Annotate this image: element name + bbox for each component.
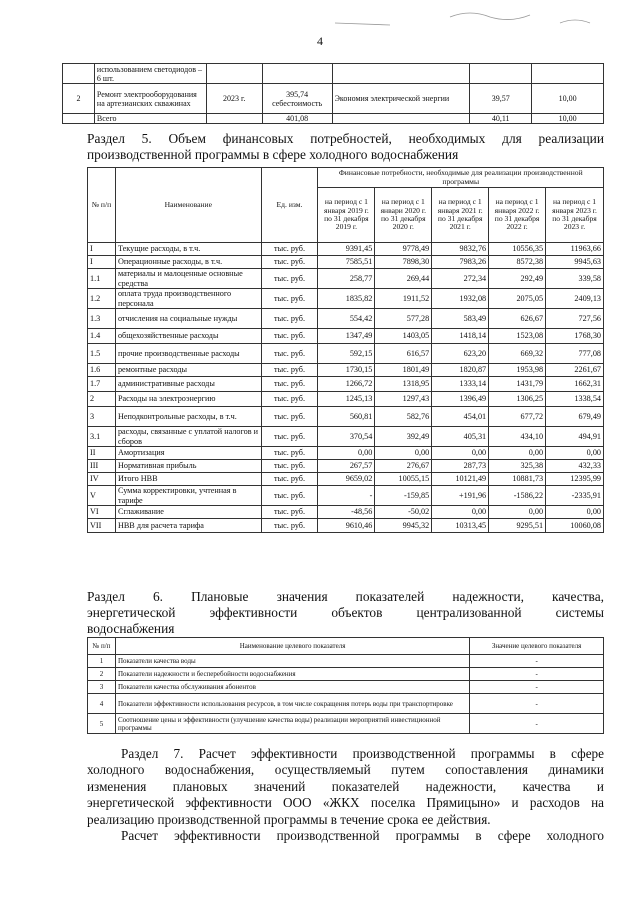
row-value: 592,15 xyxy=(318,344,375,364)
row-number: 1.6 xyxy=(88,364,116,377)
row-value: 434,10 xyxy=(489,427,546,447)
row-unit: тыс. руб. xyxy=(261,427,318,447)
row-number: 2 xyxy=(63,84,95,114)
col-name: Наименование xyxy=(115,168,261,243)
row-value: - xyxy=(470,681,604,694)
row-value: 1431,79 xyxy=(489,377,546,392)
row-unit: тыс. руб. xyxy=(261,473,318,486)
table-row xyxy=(63,64,604,84)
table-row xyxy=(88,289,604,309)
row-name: общехозяйственные расходы xyxy=(115,329,261,344)
row-value: 1396,49 xyxy=(432,392,489,407)
table-row xyxy=(88,694,604,714)
table-row xyxy=(88,256,604,269)
row-unit: тыс. руб. xyxy=(261,377,318,392)
row-value: 272,34 xyxy=(432,269,489,289)
row-value: 2409,13 xyxy=(546,289,604,309)
row-number: 2 xyxy=(88,668,116,681)
row-value: 1801,49 xyxy=(375,364,432,377)
row-value: -50,02 xyxy=(375,506,432,519)
row-value: 0,00 xyxy=(432,447,489,460)
row-value: 258,77 xyxy=(318,269,375,289)
row-number: V xyxy=(88,486,116,506)
row-name: материалы и малоценные основные средства xyxy=(115,269,261,289)
row-value: 10881,73 xyxy=(489,473,546,486)
row-number: 1.7 xyxy=(88,377,116,392)
measures-table xyxy=(62,63,604,124)
row-name: прочие производственные расходы xyxy=(115,344,261,364)
table-row xyxy=(88,269,604,289)
row-value: 10556,35 xyxy=(489,243,546,256)
table-row xyxy=(88,506,604,519)
table-row xyxy=(88,427,604,447)
section6-title: Раздел 6. Плановые значения показателей надежности, качества, энергетической эффективности объектов централизованной системы водоснабжения xyxy=(87,589,604,636)
row-number: 4 xyxy=(88,694,116,714)
table-row xyxy=(88,681,604,694)
row-value: 9778,49 xyxy=(375,243,432,256)
row-value: 1932,08 xyxy=(432,289,489,309)
row-value: 339,58 xyxy=(546,269,604,289)
table-row xyxy=(88,714,604,734)
row-value: 392,49 xyxy=(375,427,432,447)
row-number: II xyxy=(88,447,116,460)
row-value: 577,28 xyxy=(375,309,432,329)
row-value: 560,81 xyxy=(318,407,375,427)
row-value: 554,42 xyxy=(318,309,375,329)
row-name: Расходы на электроэнергию xyxy=(115,392,261,407)
col-period: на период с 1 января 2019 г. по 31 декабря 2019 г. xyxy=(318,188,375,243)
row-unit: тыс. руб. xyxy=(261,344,318,364)
row-value: 9832,76 xyxy=(432,243,489,256)
row-value: 669,32 xyxy=(489,344,546,364)
target-indicators-table xyxy=(87,637,604,734)
row-value: 9391,45 xyxy=(318,243,375,256)
row-value: 2261,67 xyxy=(546,364,604,377)
table-row xyxy=(88,392,604,407)
row-value: 432,33 xyxy=(546,460,604,473)
row-unit: тыс. руб. xyxy=(261,309,318,329)
row-unit: тыс. руб. xyxy=(261,519,318,533)
row-name: Показатели качества обслуживания абонентов xyxy=(115,681,469,694)
row-name: Соотношение цены и эффективности (улучшение качества воды) реализации мероприятий инвестиционной программы xyxy=(115,714,469,734)
table-row xyxy=(88,364,604,377)
row-name: Амортизация xyxy=(115,447,261,460)
row-value: 9295,51 xyxy=(489,519,546,533)
row-value: 1523,08 xyxy=(489,329,546,344)
row-value: 405,31 xyxy=(432,427,489,447)
row-number: 2 xyxy=(88,392,116,407)
row-value: 9945,63 xyxy=(546,256,604,269)
row-value: 1297,43 xyxy=(375,392,432,407)
row-unit: тыс. руб. xyxy=(261,486,318,506)
col-value: Значение целевого показателя xyxy=(470,638,604,655)
row-number: I xyxy=(88,243,116,256)
row-value: 1953,98 xyxy=(489,364,546,377)
row-value: 1911,52 xyxy=(375,289,432,309)
row-name: Нормативная прибыль xyxy=(115,460,261,473)
row-value: 679,49 xyxy=(546,407,604,427)
row-value: 1338,54 xyxy=(546,392,604,407)
row-value: 1768,30 xyxy=(546,329,604,344)
row-value: 0,00 xyxy=(546,447,604,460)
table-row xyxy=(88,377,604,392)
row-value: 0,00 xyxy=(546,506,604,519)
table-row xyxy=(88,473,604,486)
row-value: 287,73 xyxy=(432,460,489,473)
row-unit: тыс. руб. xyxy=(261,243,318,256)
row-unit: тыс. руб. xyxy=(261,256,318,269)
row-value: 1318,95 xyxy=(375,377,432,392)
row-name: Неподконтрольные расходы, в т.ч. xyxy=(115,407,261,427)
row-value: 267,57 xyxy=(318,460,375,473)
row-value: -1586,22 xyxy=(489,486,546,506)
col-num: № п/п xyxy=(88,168,116,243)
row-value: 7898,30 xyxy=(375,256,432,269)
row-value: - xyxy=(470,668,604,681)
row-unit: тыс. руб. xyxy=(261,460,318,473)
row-value: 370,54 xyxy=(318,427,375,447)
row-value: 0,00 xyxy=(432,506,489,519)
col-period: на период с 1 январи 2020 г. по 31 декабря 2020 г. xyxy=(375,188,432,243)
row-value: 0,00 xyxy=(318,447,375,460)
table-row xyxy=(88,243,604,256)
row-value: 7983,26 xyxy=(432,256,489,269)
row-unit: тыс. руб. xyxy=(261,447,318,460)
table-row: Всего 401,08 40,11 10,00 xyxy=(63,114,604,124)
row-value: 10060,08 xyxy=(546,519,604,533)
row-name: ремонтные расходы xyxy=(115,364,261,377)
row-name: оплата труда производственного персонала xyxy=(115,289,261,309)
row-value: 1306,25 xyxy=(489,392,546,407)
col-period: на период с 1 января 2022 г. по 31 декабря 2022 г. xyxy=(489,188,546,243)
row-value: 269,44 xyxy=(375,269,432,289)
row-value: -48,56 xyxy=(318,506,375,519)
row-value: 292,49 xyxy=(489,269,546,289)
row-value: 10055,15 xyxy=(375,473,432,486)
row-number: 1.1 xyxy=(88,269,116,289)
row-name: Итого НВВ xyxy=(115,473,261,486)
row-unit: тыс. руб. xyxy=(261,407,318,427)
row-value: 1820,87 xyxy=(432,364,489,377)
row-value: +191,96 xyxy=(432,486,489,506)
row-name: Показатели эффективности использования ресурсов, в том числе сокращения потерь воды при транспортировке xyxy=(115,694,469,714)
row-value: 10313,45 xyxy=(432,519,489,533)
row-name: административные расходы xyxy=(115,377,261,392)
row-value: 1245,13 xyxy=(318,392,375,407)
row-unit: тыс. руб. xyxy=(261,329,318,344)
row-value: 325,38 xyxy=(489,460,546,473)
row-name: расходы, связанные с уплатой налогов и сборов xyxy=(115,427,261,447)
table-row xyxy=(88,309,604,329)
row-value: 9610,46 xyxy=(318,519,375,533)
row-number: 3.1 xyxy=(88,427,116,447)
measure-name: использованием светодиодов – 6 шт. xyxy=(94,64,206,84)
row-value: 626,67 xyxy=(489,309,546,329)
row-value: - xyxy=(470,655,604,668)
row-value: 10121,49 xyxy=(432,473,489,486)
row-number: 1.2 xyxy=(88,289,116,309)
row-name: Сглаживание xyxy=(115,506,261,519)
row-name: Показатели надежности и бесперебойности водоснабжения xyxy=(115,668,469,681)
col-period: на период с 1 января 2023 г. по 31 декабря 2023 г. xyxy=(546,188,604,243)
row-value: -159,85 xyxy=(375,486,432,506)
row-value: 454,01 xyxy=(432,407,489,427)
row-value: 0,00 xyxy=(489,447,546,460)
table-row xyxy=(88,519,604,533)
row-value: 8572,38 xyxy=(489,256,546,269)
row-value: - xyxy=(470,714,604,734)
row-value: 11963,66 xyxy=(546,243,604,256)
row-value: 9659,02 xyxy=(318,473,375,486)
table-row xyxy=(88,407,604,427)
row-value: 1333,14 xyxy=(432,377,489,392)
col-unit: Ед. изм. xyxy=(261,168,318,243)
row-value: 494,91 xyxy=(546,427,604,447)
row-value: 1266,72 xyxy=(318,377,375,392)
row-value: 1347,49 xyxy=(318,329,375,344)
row-unit: тыс. руб. xyxy=(261,506,318,519)
total-label: Всего xyxy=(94,114,206,124)
row-number: I xyxy=(88,256,116,269)
row-number: 1.5 xyxy=(88,344,116,364)
row-value: -2335,91 xyxy=(546,486,604,506)
table-row xyxy=(88,329,604,344)
row-value: 276,67 xyxy=(375,460,432,473)
row-unit: тыс. руб. xyxy=(261,269,318,289)
row-number: 5 xyxy=(88,714,116,734)
row-value: 1403,05 xyxy=(375,329,432,344)
row-value: 1730,15 xyxy=(318,364,375,377)
row-value: 677,72 xyxy=(489,407,546,427)
col-num: № п/п xyxy=(88,638,116,655)
row-value: 582,76 xyxy=(375,407,432,427)
row-number: III xyxy=(88,460,116,473)
row-value: 727,56 xyxy=(546,309,604,329)
table-row xyxy=(88,668,604,681)
page-number: 4 xyxy=(317,34,323,48)
row-value: 1835,82 xyxy=(318,289,375,309)
row-value: 1662,31 xyxy=(546,377,604,392)
row-number: VII xyxy=(88,519,116,533)
table-row xyxy=(88,447,604,460)
row-number: VI xyxy=(88,506,116,519)
row-name: отчисления на социальные нужды xyxy=(115,309,261,329)
row-value: 583,49 xyxy=(432,309,489,329)
row-value: 0,00 xyxy=(375,447,432,460)
row-value: 616,57 xyxy=(375,344,432,364)
table-row xyxy=(88,655,604,668)
row-number: 1.4 xyxy=(88,329,116,344)
row-number: IV xyxy=(88,473,116,486)
row-value: - xyxy=(470,694,604,714)
col-period: на период с 1 января 2021 г. по 31 декабря 2021 г. xyxy=(432,188,489,243)
table-row: 2 Ремонт электрооборудования на артезианских скважинах 2023 г. 395,74 себестоимость Экономия электрической энергии 39,57 10,00 xyxy=(63,84,604,114)
row-name: Операционные расходы, в т.ч. xyxy=(115,256,261,269)
measure-name: Ремонт электрооборудования на артезианских скважинах xyxy=(94,84,206,114)
row-value: 0,00 xyxy=(489,506,546,519)
handwritten-marks xyxy=(330,5,610,30)
row-value: 9945,32 xyxy=(375,519,432,533)
row-name: НВВ для расчета тарифа xyxy=(115,519,261,533)
row-value: 1418,14 xyxy=(432,329,489,344)
row-number: 1 xyxy=(88,655,116,668)
row-number: 3 xyxy=(88,407,116,427)
col-group: Финансовые потребности, необходимые для реализации производственной программы xyxy=(318,168,604,188)
row-value: 623,20 xyxy=(432,344,489,364)
table-row xyxy=(88,486,604,506)
section5-title: Раздел 5. Объем финансовых потребностей, необходимых для реализации производственной программы в сфере холодного водоснабжения xyxy=(87,131,604,162)
row-value: 777,08 xyxy=(546,344,604,364)
table-row xyxy=(88,460,604,473)
row-unit: тыс. руб. xyxy=(261,392,318,407)
row-value: 2075,05 xyxy=(489,289,546,309)
row-value: 7585,51 xyxy=(318,256,375,269)
table-row xyxy=(88,344,604,364)
financial-needs-table xyxy=(87,167,604,533)
row-name: Показатели качества воды xyxy=(115,655,469,668)
row-unit: тыс. руб. xyxy=(261,364,318,377)
row-name: Текущие расходы, в т.ч. xyxy=(115,243,261,256)
row-number xyxy=(63,64,95,84)
row-value: - xyxy=(318,486,375,506)
row-unit: тыс. руб. xyxy=(261,289,318,309)
row-number: 3 xyxy=(88,681,116,694)
section7-text: Раздел 7. Расчет эффективности производственной программы в сфере холодного водоснабжения, осуществляемый путем сопоставления динамики изменения плановых значений показателей надежности, качества и энергетической эффективности ООО «ЖКХ поселка Прямицыно» и расходов на реализацию производственной программы в течение срока ее действия. Расчет эффективности производственной программы в сфере холодного xyxy=(87,746,604,844)
row-value: 12395,99 xyxy=(546,473,604,486)
row-number: 1.3 xyxy=(88,309,116,329)
col-name: Наименование целевого показателя xyxy=(115,638,469,655)
row-name: Сумма корректировки, учтенная в тарифе xyxy=(115,486,261,506)
